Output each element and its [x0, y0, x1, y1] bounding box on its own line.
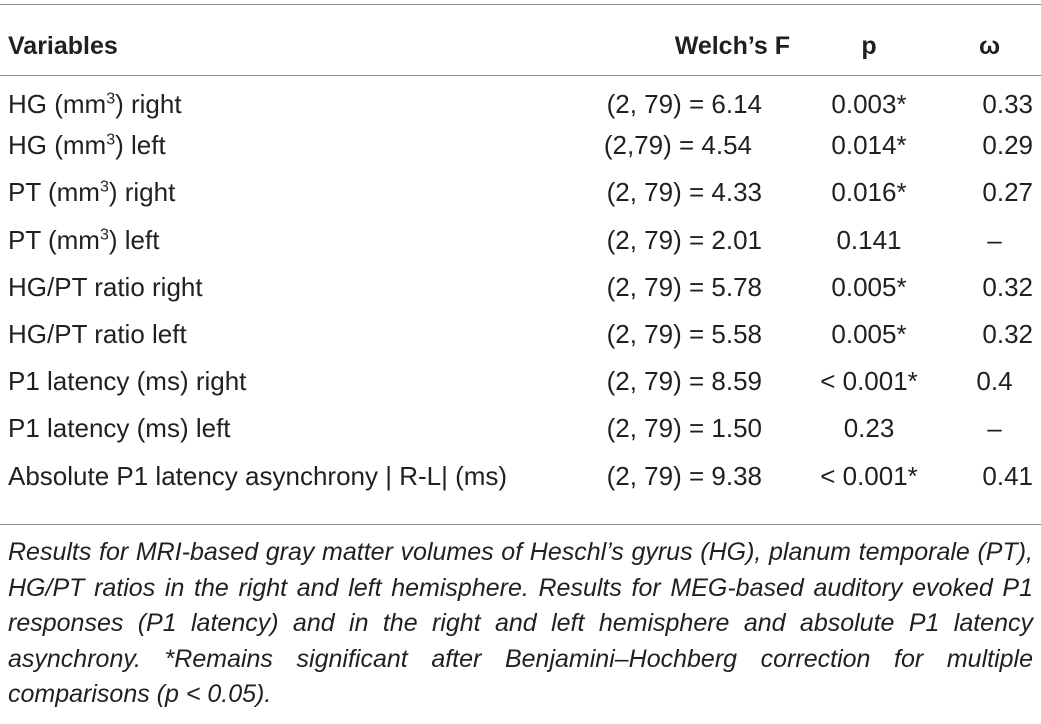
variable-cell: PT $(mm^3)$ left [8, 224, 160, 255]
omega-cell: 0.32 [982, 271, 1033, 302]
p-cell: 0.005* [831, 271, 907, 302]
p-cell: 0.005* [831, 319, 907, 350]
welch-f-cell: (2, 79) = 8.59 [606, 366, 762, 397]
table-row [0, 122, 1041, 169]
welch-f-cell: (2, 79) = 1.50 [606, 413, 762, 444]
omega-cell: 0.4 [976, 366, 1013, 397]
variable-cell: PT $(mm^3)$ right [8, 177, 176, 208]
welch-f-cell: (2, 79) = 5.58 [606, 319, 762, 350]
welch-f-cell: (2, 79) = 2.01 [606, 224, 762, 255]
welch-f-cell: (2, 79) = 6.14 [606, 89, 762, 120]
header-variables: Variables [8, 31, 118, 60]
p-cell: < 0.001* [820, 460, 918, 491]
omega-cell: 0.33 [982, 89, 1033, 120]
variable-cell: HG/PT ratio right [8, 271, 203, 302]
welch-f-cell: (2,79) = 4.54 [603, 130, 752, 161]
omega-cell: 0.41 [982, 460, 1033, 491]
omega-cell: – [987, 413, 1002, 444]
welch-f-cell: (2, 79) = 4.33 [606, 177, 762, 208]
omega-cell: – [987, 224, 1002, 255]
welch-f-cell: (2, 79) = 9.38 [606, 460, 762, 491]
p-cell: 0.014* [831, 130, 907, 161]
p-cell: 0.141 [836, 224, 902, 255]
results-table [0, 17, 1041, 500]
omega-cell: 0.32 [982, 319, 1033, 350]
top-rule [0, 4, 1041, 5]
table-row [0, 358, 1041, 405]
variable-cell: HG/PT ratio left [8, 319, 187, 350]
header-rule [0, 75, 1041, 76]
p-cell: < 0.001* [820, 366, 918, 397]
bottom-rule [0, 524, 1041, 525]
table-row [0, 75, 1041, 122]
p-cell: 0.003* [831, 89, 907, 120]
omega-cell: 0.29 [982, 130, 1033, 161]
welch-f-cell: (2, 79) = 5.78 [606, 271, 762, 302]
table-row [0, 217, 1041, 264]
header-omega: ω [978, 31, 1001, 60]
variable-cell: P1 latency (ms) right [8, 366, 247, 397]
table-row [0, 264, 1041, 311]
table-row [0, 405, 1041, 452]
table-row [0, 311, 1041, 358]
variable-cell: Absolute P1 latency asynchrony | R-L| (ms) [8, 460, 508, 491]
header-row [0, 17, 1041, 75]
p-cell: 0.23 [843, 413, 895, 444]
omega-cell: 0.27 [982, 177, 1033, 208]
table-footnote: Results for MRI-based gray matter volumes of Heschl’s gyrus (HG), planum temporale (PT), HG/PT ratios in the right and left hemisphere. Results for MEG-based auditory evoked P1 responses (P1 latency) and in the right and left hemisphere and absolute P1 latency asynchrony. *Remains significant after Benjamini–Hochberg correction for multiple comparisons (p < 0.05). [8, 538, 1033, 708]
variable-cell: P1 latency (ms) left [8, 413, 231, 444]
header-p: p [861, 31, 877, 60]
variable-cell: HG $(mm^3)$ right [8, 89, 182, 120]
table-row [0, 169, 1041, 216]
p-cell: 0.016* [831, 177, 907, 208]
variable-cell: HG $(mm^3)$ left [8, 130, 166, 161]
header-welch-f: Welch’s F [674, 31, 790, 60]
table-row [0, 453, 1041, 500]
